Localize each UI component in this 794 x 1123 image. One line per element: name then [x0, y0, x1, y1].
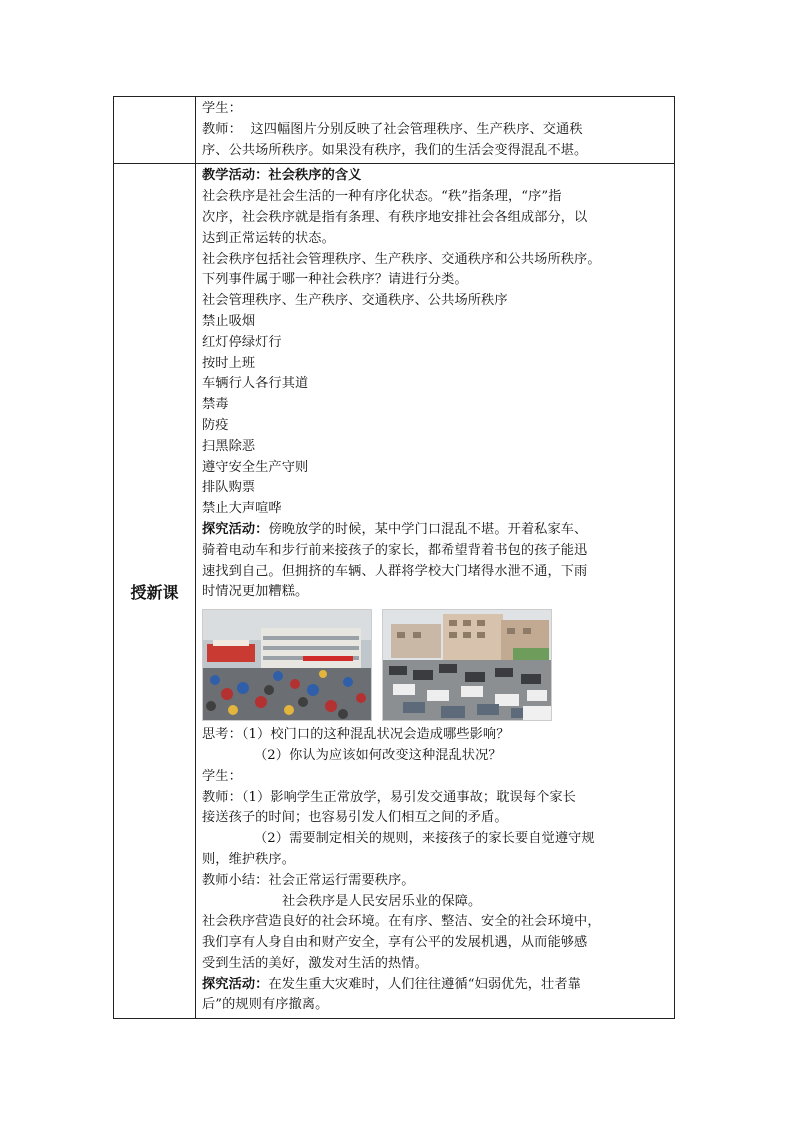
activity-title: 教学活动：社会秩序的含义 [202, 168, 362, 184]
paragraph-line: 社会秩序营造良好的社会环境。在有序、整洁、安全的社会环境中， [202, 914, 601, 930]
explore-text: 傍晚放学的时候，某中学门口混乱不堪。开着私家车、 [268, 521, 588, 537]
list-item: 防疫 [202, 417, 229, 433]
intro-line: 学生： [202, 101, 242, 116]
list-item: 车辆行人各行其道 [202, 376, 309, 392]
teacher-line: 则，维护秩序。 [202, 851, 296, 867]
list-item: 按时上班 [202, 355, 256, 371]
photo-row [202, 609, 672, 721]
content-cell-lesson [196, 164, 675, 1019]
section-label: 授新课 [130, 582, 179, 602]
explore-text: 在发生重大灾难时，人们往往遵循“妇弱优先，壮者靠 [268, 976, 581, 992]
list-item: 排队购票 [202, 480, 256, 496]
paragraph-line: 受到生活的美好，激发对生活的热情。 [202, 955, 428, 971]
student-line: 学生： [202, 768, 242, 784]
list-item: 禁毒 [202, 397, 229, 413]
teacher-line: （2）需要制定相关的规则，来接孩子的家长要自觉遵守规 [254, 831, 595, 847]
teacher-line: 接送孩子的时间；也容易引发人们相互之间的矛盾。 [202, 810, 508, 826]
paragraph-line: 达到正常运转的状态。 [202, 230, 335, 246]
lesson-table [113, 96, 675, 1019]
table-row [114, 97, 675, 164]
paragraph-line: 我们享有人身自由和财产安全，享有公平的发展机遇，从而能够感 [202, 935, 588, 951]
explore-paragraph [202, 520, 672, 541]
explore-paragraph [202, 975, 672, 996]
list-item: 禁止吸烟 [202, 313, 256, 329]
paragraph-line: 速找到自己。但拥挤的车辆、人群将学校大门堵得水泄不通，下雨 [202, 563, 588, 579]
paragraph-line: 后”的规则有序撤离。 [202, 997, 329, 1013]
paragraph-line: 次序，社会秩序就是指有条理、有秩序地安排社会各组成部分，以 [202, 209, 588, 225]
list-item: 扫黑除恶 [202, 438, 256, 454]
summary-line: 教师小结：社会正常运行需要秩序。 [202, 872, 415, 888]
summary-line: 社会秩序是人民安居乐业的保障。 [282, 893, 482, 909]
think-line: （2）你认为应该如何改变这种混乱状况？ [254, 747, 502, 763]
list-item: 遵守安全生产守则 [202, 459, 309, 475]
paragraph-line: 骑着电动车和步行前来接孩子的家长，都希望背着书包的孩子能迅 [202, 542, 588, 558]
paragraph-line: 社会管理秩序、生产秩序、交通秩序、公共场所秩序 [202, 293, 508, 309]
table-row [114, 164, 675, 1019]
school-gate-traffic-photo [382, 609, 552, 721]
paragraph-line: 社会秩序包括社会管理秩序、生产秩序、交通秩序和公共场所秩序。 [202, 251, 601, 267]
paragraph-line: 下列事件属于哪一种社会秩序？请进行分类。 [202, 272, 468, 288]
list-item: 禁止大声喧哗 [202, 501, 282, 517]
label-cell-new-lesson [114, 164, 196, 1019]
intro-line: 序、公共场所秩序。如果没有秩序，我们的生活会变得混乱不堪。 [202, 142, 588, 158]
teacher-line: 教师：（1）影响学生正常放学，易引发交通事故；耽误每个家长 [202, 789, 576, 805]
content-cell-intro [196, 97, 675, 164]
explore-title: 探究活动： [202, 521, 269, 537]
list-item: 红灯停绿灯行 [202, 334, 282, 350]
school-gate-rain-photo [202, 609, 372, 721]
paragraph-line: 社会秩序是社会生活的一种有序化状态。“秩”指条理，“序”指 [202, 189, 562, 205]
think-line: 思考：（1）校门口的这种混乱状况会造成哪些影响？ [202, 727, 510, 743]
paragraph-line: 时情况更加糟糕。 [202, 584, 309, 600]
label-cell-empty [114, 97, 196, 164]
intro-line: 教师： 这四幅图片分别反映了社会管理秩序、生产秩序、交通秩 [202, 121, 583, 137]
explore-title: 探究活动： [202, 976, 269, 992]
